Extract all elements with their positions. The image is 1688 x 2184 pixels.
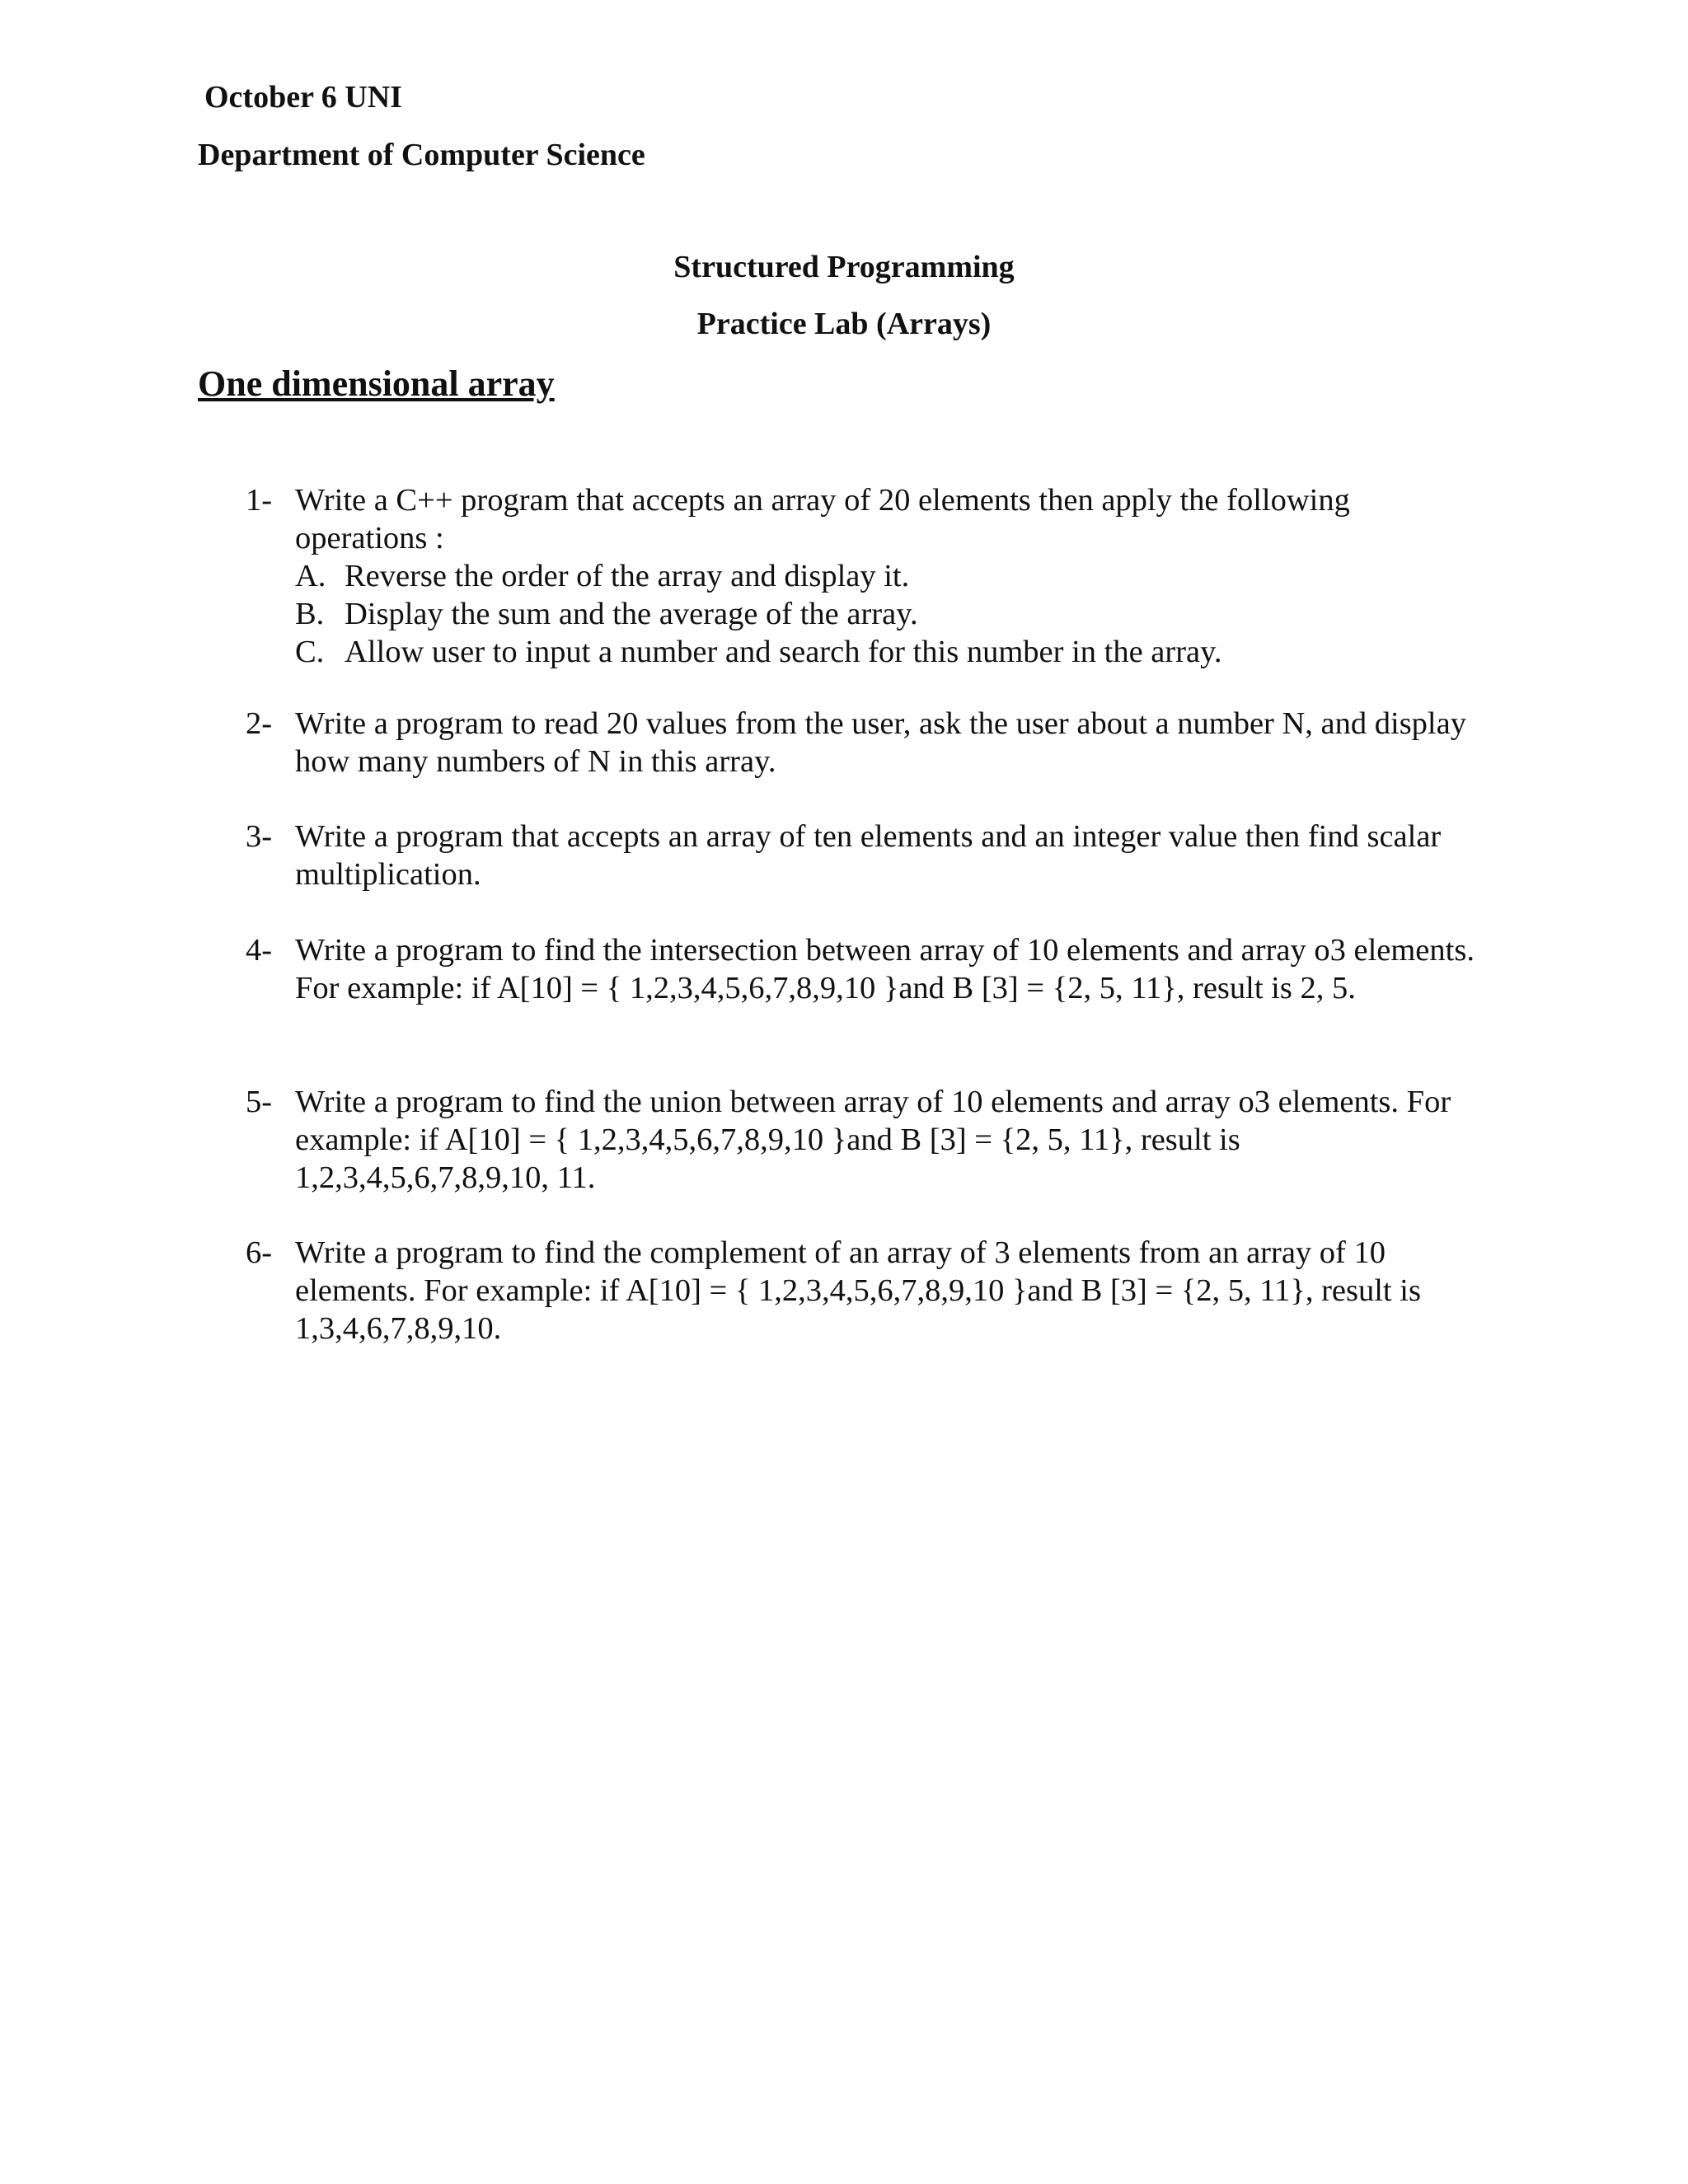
question-text: Write a program to find the complement of an array of 3 elements from an array of 10 elements. For example: if A[10] = { 1,2,3,4,5,6,7,8,9,10 }and B [3] = {2, 5, 11}, result is 1,3,4,6,7,8,9,10. (295, 1235, 1421, 1346)
sub-item-label: A. (295, 559, 326, 593)
sub-item (295, 633, 1482, 671)
section-heading: One dimensional array (198, 363, 555, 404)
question-text: Write a program to read 20 values from the user, ask the user about a number N, and display how many numbers of N in this array. (295, 706, 1466, 779)
course-title: Structured Programming (673, 250, 1015, 284)
question-item (246, 1083, 1482, 1197)
university-name: October 6 UNI (204, 80, 402, 115)
lab-title: Practice Lab (Arrays) (696, 307, 992, 341)
question-text: Write a program to find the intersection between array of 10 elements and array o3 elements. For example: if A[10] = { 1,2,3,4,5,6,7,8,9,10 }and B [3] = {2, 5, 11}, result is 2, 5. (295, 933, 1475, 1005)
question-item (246, 481, 1482, 671)
question-item (246, 818, 1482, 893)
sub-item (295, 595, 1482, 633)
sub-item-text: Reverse the order of the array and display it. (345, 559, 910, 593)
question-number: 5- (246, 1085, 273, 1119)
sub-item-label: C. (295, 635, 325, 669)
question-number: 4- (246, 933, 273, 968)
sub-item-text: Display the sum and the average of the array. (345, 597, 918, 631)
question-item (246, 705, 1482, 780)
sub-item-label: B. (295, 597, 325, 631)
question-text: Write a C++ program that accepts an array of 20 elements then apply the following operations : (295, 483, 1350, 555)
sub-item (295, 557, 1482, 595)
department-name: Department of Computer Science (198, 138, 645, 172)
question-number: 6- (246, 1235, 273, 1270)
sub-item-text: Allow user to input a number and search for this number in the array. (345, 635, 1222, 669)
question-text: Write a program that accepts an array of ten elements and an integer value then find scalar multiplication. (295, 819, 1442, 892)
question-text: Write a program to find the union between array of 10 elements and array o3 elements. For example: if A[10] = { 1,2,3,4,5,6,7,8,9,10 }and B [3] = {2, 5, 11}, result is 1,2,3,4,5,6,7,8,9,10, 11. (295, 1085, 1451, 1195)
question-item (246, 931, 1482, 1007)
question-number: 2- (246, 706, 273, 741)
question-number: 3- (246, 819, 273, 854)
question-number: 1- (246, 483, 273, 518)
question-item (246, 1234, 1482, 1347)
